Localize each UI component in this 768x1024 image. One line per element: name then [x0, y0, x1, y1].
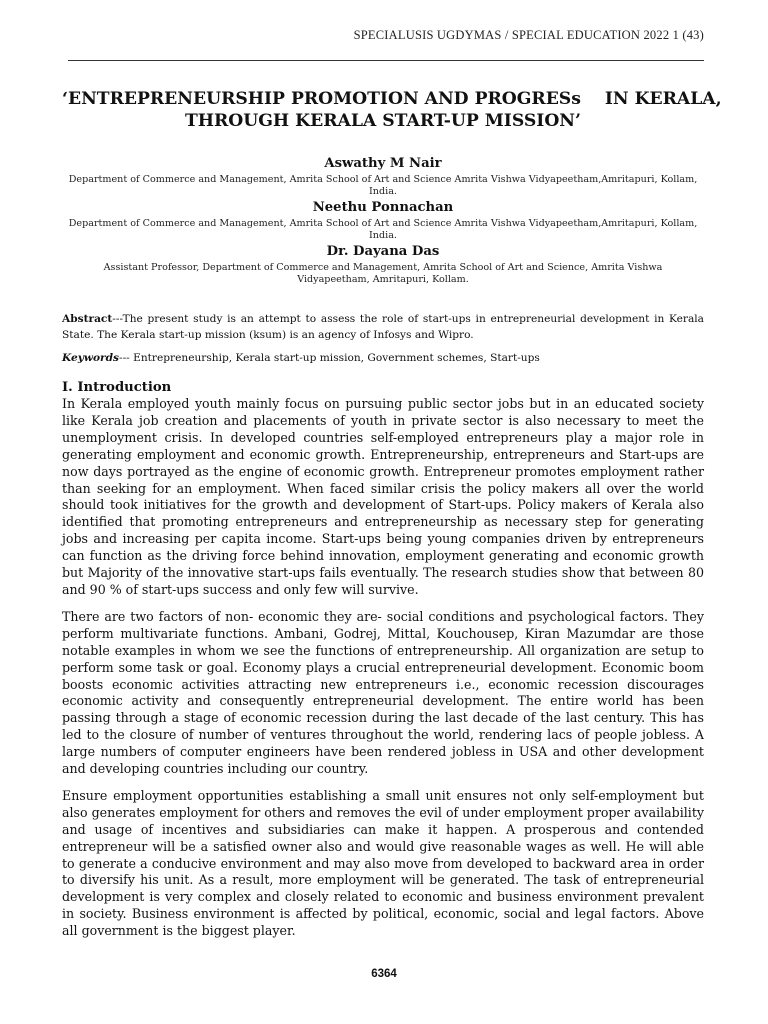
- author-affiliation: Assistant Professor, Department of Commerce and Management, Amrita School of Art and Science, Amrita Vishwa Vidyapeetham, Amritapuri, Kollam.: [103, 262, 663, 285]
- body-paragraph: Ensure employment opportunities establishing a small unit ensures not only self-employment but also generates employment for others and removes the evil of under employment proper availability and usage of incentives and subsidiaries can make it happen. A prosperous and contended entrepreneur will be a satisfied owner also and would give reasonable wages as well. He will able to generate a conducive environment and may also move from developed to backward area in order to diversify his unit. As a result, more employment will be generated. The task of entrepreneurial development is very complex and closely related to economic and business environment prevalent in society. Business environment is affected by political, economic, social and legal factors. Above all government is the biggest player.: [62, 787, 704, 939]
- abstract-text: ---The present study is an attempt to assess the role of start-ups in entrepreneurial development in Kerala State. The Kerala start-up mission (ksum) is an agency of Infosys and Wipro.: [62, 313, 704, 341]
- body-paragraph: There are two factors of non- economic they are- social conditions and psychological factors. They perform multivariate functions. Ambani, Godrej, Mittal, Kouchousep, Kiran Mazumdar are those notable examples in whom we see the functions of entrepreneurship. All organization are setup to perform some task or goal. Economy plays a crucial entrepreneurial development. Economic boom boosts economic activities attracting new entrepreneurs i.e., economic recession discourages economic activity and consequently entrepreneurial development. The entire world has been passing through a stage of economic recession during the last decade of the last century. This has led to the closure of number of ventures throughout the world, rendering lacs of people jobless. A large numbers of computer engineers have been rendered jobless in USA and other development and developing countries including our country.: [62, 608, 704, 777]
- page-content: [62, 88, 722, 940]
- keywords: [62, 351, 704, 366]
- running-header: SPECIALUSIS UGDYMAS / SPECIAL EDUCATION 2022 1 (43): [353, 28, 704, 42]
- author-name: Dr. Dayana Das: [326, 244, 440, 259]
- abstract-label: Abstract: [62, 313, 113, 325]
- body-paragraph: In Kerala employed youth mainly focus on pursuing public sector jobs but in an educated society like Kerala job creation and placements of youth in private sector is also necessary to meet the unemployment crisis. In developed countries self-employed entrepreneurs play a major role in generating employment and economic growth. Entrepreneurship, entrepreneurs and Start-ups are now days portrayed as the engine of economic growth. Entrepreneur promotes employment rather than seeking for an employment. When faced similar crisis the policy makers all over the world should took initiatives for the growth and development of Start-ups. Policy makers of Kerala also identified that promoting entrepreneurs and entrepreneurship as necessary step for generating jobs and increasing per capita income. Start-ups being young companies driven by entrepreneurs can function as the driving force behind innovation, employment generating and economic growth but Majority of the innovative start-ups fails eventually. The research studies show that between 80 and 90 % of start-ups success and only few will survive.: [62, 396, 704, 597]
- author-block: [62, 156, 704, 286]
- keywords-text: --- Entrepreneurship, Kerala start-up mission, Government schemes, Start-ups: [119, 352, 540, 364]
- header-divider: [68, 60, 704, 61]
- page-number: 6364: [371, 968, 397, 980]
- paper-title: [62, 88, 722, 132]
- abstract: [62, 312, 704, 343]
- section-heading: I. Introduction: [62, 380, 172, 395]
- author-affiliation: Department of Commerce and Management, Amrita School of Art and Science Amrita Vishwa Vidyapeetham,Amritapuri, Kollam, India.: [68, 218, 698, 241]
- author-name: Aswathy M Nair: [324, 156, 442, 171]
- keywords-label: Keywords: [62, 352, 120, 364]
- paper-title-line-1: ‘ENTREPRENEURSHIP PROMOTION AND PROGRESs IN KERALA,: [62, 89, 722, 109]
- author-affiliation: Department of Commerce and Management, Amrita School of Art and Science Amrita Vishwa Vidyapeetham,Amritapuri, Kollam, India.: [68, 174, 698, 197]
- author-name: Neethu Ponnachan: [312, 200, 454, 215]
- paper-title-line-2: THROUGH KERALA START-UP MISSION’: [184, 111, 581, 131]
